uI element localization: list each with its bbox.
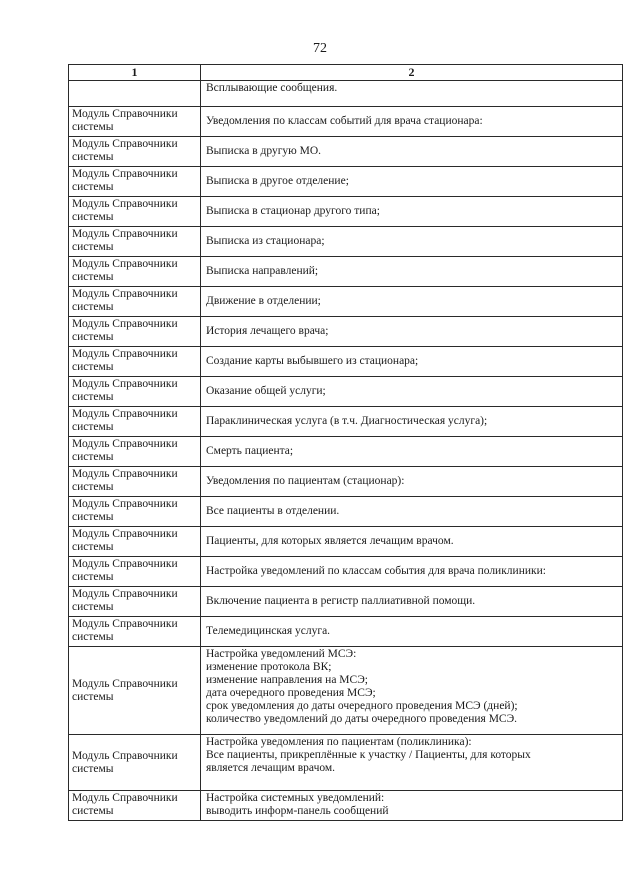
table-row [69,467,623,497]
table-row [69,167,623,197]
table-cell-col1: Модуль Справочники системы [69,377,201,407]
table-cell-col1: Модуль Справочники системы [69,107,201,137]
table-cell-col2: Смерть пациента; [201,437,623,467]
table-row [69,617,623,647]
table-cell-col2: Выписка в другую МО. [201,137,623,167]
table-row [69,317,623,347]
table-cell-col1: Модуль Справочники системы [69,437,201,467]
table-cell-col1: Модуль Справочники системы [69,467,201,497]
table-row [69,257,623,287]
cell-text-line: срок уведомления до даты очередного проведения МСЭ (дней); [206,700,518,712]
table-row [69,647,623,735]
table-cell-col1: Модуль Справочники системы [69,167,201,197]
table-cell-col1: Модуль Справочники системы [69,647,201,735]
table-row [69,437,623,467]
table-cell-col2: Выписка в другое отделение; [201,167,623,197]
table-cell-col2 [201,791,623,821]
table-cell-col1: Модуль Справочники системы [69,257,201,287]
table-cell-col2: Выписка в стационар другого типа; [201,197,623,227]
table-header-row [69,65,623,81]
table-cell-col1: Модуль Справочники системы [69,527,201,557]
table-row [69,107,623,137]
table-cell-col2: Создание карты выбывшего из стационара; [201,347,623,377]
table-cell-col2 [201,735,623,791]
table-cell-col2: Телемедицинская услуга. [201,617,623,647]
cell-text-line: Настройка уведомления по пациентам (поликлиника): [206,736,472,748]
table-cell-col2: Включение пациента в регистр паллиативной помощи. [201,587,623,617]
table-row [69,407,623,437]
cell-text-line: изменение протокола ВК; [206,661,332,673]
table-cell-col1: Модуль Справочники системы [69,407,201,437]
table-cell-col1: Модуль Справочники системы [69,791,201,821]
table-cell-col2 [201,647,623,735]
cell-text-line: Настройка системных уведомлений: [206,792,385,804]
table-cell-col2: Оказание общей услуги; [201,377,623,407]
table-cell-col2: Всплывающие сообщения. [201,81,623,107]
table-cell-col1: Модуль Справочники системы [69,735,201,791]
cell-text-line: Все пациенты, прикреплённые к участку / Пациенты, для которых [206,749,531,761]
table-cell-col2: Выписка из стационара; [201,227,623,257]
table-cell-col1: Модуль Справочники системы [69,617,201,647]
table-cell-col1: Модуль Справочники системы [69,497,201,527]
table-cell-col1: Модуль Справочники системы [69,287,201,317]
table-cell-col1: Модуль Справочники системы [69,137,201,167]
table-cell-col1: Модуль Справочники системы [69,197,201,227]
table-cell-col2: Настройка уведомлений по классам события для врача поликлиники: [201,557,623,587]
cell-text-line: Настройка уведомлений МСЭ: [206,648,357,660]
table-row [69,735,623,791]
table-cell-col2: Движение в отделении; [201,287,623,317]
table-row [69,287,623,317]
cell-text-line: количество уведомлений до даты очередного проведения МСЭ. [206,713,518,725]
table-row [69,791,623,821]
page-number: 72 [313,41,327,56]
table-cell-col1: Модуль Справочники системы [69,587,201,617]
table-cell-col2: Выписка направлений; [201,257,623,287]
table-cell-col2: История лечащего врача; [201,317,623,347]
cell-text-line: изменение направления на МСЭ; [206,674,368,686]
table-row [69,227,623,257]
table-row [69,557,623,587]
requirements-table [68,64,623,821]
table-row [69,347,623,377]
table-cell-col1: Модуль Справочники системы [69,347,201,377]
cell-text-line: является лечащим врачом. [206,762,336,774]
table-row [69,527,623,557]
table-cell-col1: Модуль Справочники системы [69,227,201,257]
table-cell-col1: Модуль Справочники системы [69,557,201,587]
cell-text-line: дата очередного проведения МСЭ; [206,687,376,699]
table-row [69,497,623,527]
table-cell-col2: Все пациенты в отделении. [201,497,623,527]
table-cell-col2: Параклиническая услуга (в т.ч. Диагностическая услуга); [201,407,623,437]
table-cell-col1: Модуль Справочники системы [69,317,201,347]
table-cell-col2: Пациенты, для которых является лечащим врачом. [201,527,623,557]
table-cell-col1 [69,81,201,107]
table-cell-col2: Уведомления по классам событий для врача стационара: [201,107,623,137]
cell-text-line: выводить информ-панель сообщений [206,805,389,817]
table-row [69,587,623,617]
table-cell-col2: Уведомления по пациентам (стационар): [201,467,623,497]
table-row [69,137,623,167]
column-header-1: 1 [69,65,201,81]
table-row [69,197,623,227]
column-header-2: 2 [201,65,623,81]
table-row [69,81,623,107]
table-row [69,377,623,407]
